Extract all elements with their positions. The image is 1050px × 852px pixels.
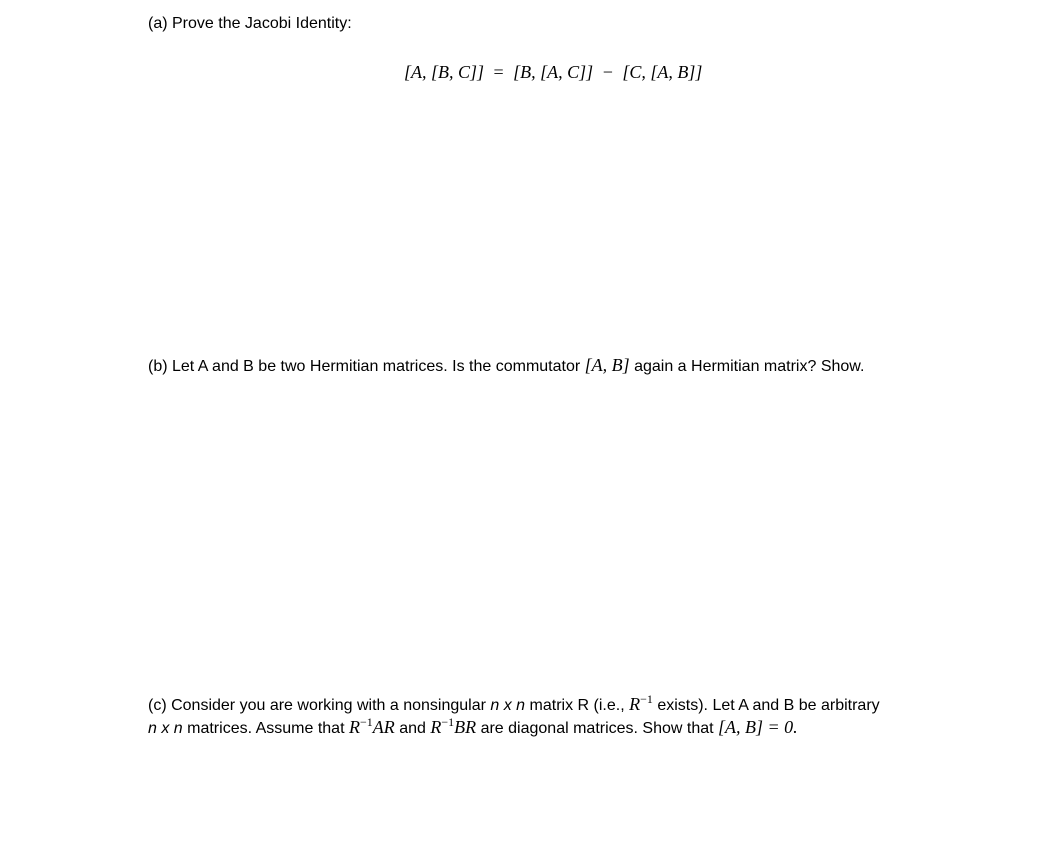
part-b-text-2: again a Hermitian matrix? Show. xyxy=(629,358,865,375)
part-c-line-2 xyxy=(148,717,798,739)
part-c-line2-text-1: matrices. Assume that xyxy=(182,720,349,737)
part-c-line2-nxn: n x n xyxy=(148,720,183,737)
part-c-line2-text-2: and xyxy=(394,720,431,737)
part-c-line-1 xyxy=(148,694,880,716)
part-c-line2-r2: R xyxy=(430,717,442,737)
part-a-heading xyxy=(148,14,352,34)
part-c-line2-sup-2: −1 xyxy=(441,715,455,729)
part-c-line1-r: R xyxy=(629,694,641,714)
part-b-commutator: [A, B] xyxy=(584,355,630,375)
equation-equals: = xyxy=(493,62,504,82)
part-c-line2-sup-1: −1 xyxy=(359,715,373,729)
part-c-line1-nxn: n x n xyxy=(490,697,526,714)
equation-term-1: [B, [A, C]] xyxy=(513,62,594,82)
part-c-line1-text-1: (c) Consider you are working with a nonsingular xyxy=(148,697,491,714)
part-c-line2-br: BR xyxy=(454,717,477,737)
part-c-line1-text-3: exists). Let A and B be arbitrary xyxy=(652,697,880,714)
equation-term-2: [C, [A, B]] xyxy=(622,62,703,82)
part-c-line2-ar: AR xyxy=(372,717,395,737)
equation-lhs: [A, [B, C]] xyxy=(404,62,485,82)
part-c-line1-text-2: matrix R (i.e., xyxy=(525,697,630,714)
part-c-line2-result: [A, B] = 0. xyxy=(718,717,798,737)
part-a-heading-text: (a) Prove the Jacobi Identity: xyxy=(148,15,352,32)
equation-minus: − xyxy=(602,62,613,82)
part-c-line2-text-3: are diagonal matrices. Show that xyxy=(476,720,719,737)
part-c-line2-r1: R xyxy=(348,717,360,737)
part-c-line1-sup: −1 xyxy=(640,692,653,706)
part-b-text-1: (b) Let A and B be two Hermitian matrices. Is the commutator xyxy=(148,358,585,375)
part-b-question xyxy=(148,355,864,377)
jacobi-identity-equation xyxy=(404,57,702,87)
